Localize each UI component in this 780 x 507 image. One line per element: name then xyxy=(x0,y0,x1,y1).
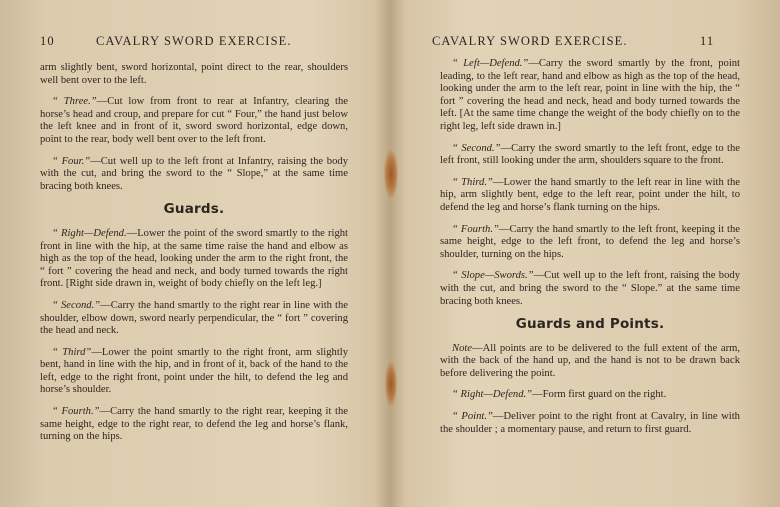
paragraph-caption: “ Second.” xyxy=(52,299,101,311)
section-heading: Guards. xyxy=(163,201,225,218)
page-number: 11 xyxy=(700,34,715,48)
paragraph-text: —Carry the sword smartly by the front, point leading, to the left rear, hand and elbow as high as the top of the head, looking under the arm to the left rear, point in line with the hip, the “ fort ” covering the head and neck, head and body turned towards the left. [At the same time change the weight of the body chiefly on to the right leg, left side drawn in.] xyxy=(440,58,740,132)
page-text xyxy=(440,58,740,445)
paragraph xyxy=(40,347,348,397)
paragraph-caption: “ Left—Defend.” xyxy=(452,58,529,69)
paragraph-caption: Note xyxy=(452,342,473,354)
section-heading: Guards and Points. xyxy=(515,316,665,333)
paragraph-text: arm slightly bent, sword horizontal, point direct to the rear, shoulders well bent over to the left. xyxy=(40,62,348,86)
running-head: CAVALRY SWORD EXERCISE. xyxy=(96,34,292,48)
right-page xyxy=(392,0,780,507)
paragraph-caption: “ Third.” xyxy=(452,176,493,188)
paragraph-text: —Cut well up to the left front, raising the body with the cut, and bring the sword to the “ Slope.” at the same time bracing both knees. xyxy=(440,270,740,307)
paragraph xyxy=(440,58,740,134)
paragraph-caption: “ Slope—Swords.” xyxy=(452,270,534,282)
paragraph-text: —Carry the hand smartly to the right rear, keeping it the same height, edge to the right rear, to defend the leg and horse’s flank, turning on the hips. xyxy=(40,406,348,443)
paragraph xyxy=(440,143,740,168)
paragraph-text: —Carry the hand smartly to the left front, keeping it the same height, edge to the left front, to defend the leg and horse’s shoulder, turning on the hips. xyxy=(440,223,740,260)
paragraph-caption: “ Right—Defend.” xyxy=(452,389,533,401)
paragraph-text: —Lower the point of the sword smartly to the right front in line with the hip, at the same time raise the hand and elbow as high as the top of the head, looking under the arm to the right front, the “ fort ” covering the head and neck, and body turned towards the right front. [Right side drawn in, weight of body chiefly on the left leg.] xyxy=(40,227,348,290)
paragraph-text: —Form first guard on the right. xyxy=(532,389,667,401)
paragraph xyxy=(440,224,740,262)
paragraph-caption: “ Second.” xyxy=(452,142,501,154)
left-page xyxy=(0,0,388,507)
paragraph xyxy=(440,389,740,402)
paragraph-text: —Deliver point to the right front at Cavalry, in line with the shoulder ; a momentary pause, and return to first guard. xyxy=(440,411,740,435)
running-head: CAVALRY SWORD EXERCISE. xyxy=(432,34,628,48)
paragraph-caption: “ Right—Defend. xyxy=(52,227,127,239)
page-text xyxy=(40,62,348,453)
paragraph xyxy=(440,343,740,381)
paragraph xyxy=(440,270,740,308)
paragraph xyxy=(40,300,348,338)
paragraph-caption: “ Three.” xyxy=(52,96,97,108)
paragraph xyxy=(440,177,740,215)
paragraph xyxy=(40,228,348,291)
paragraph-caption: “ Fourth.” xyxy=(52,406,100,418)
paragraph-text: —Carry the hand smartly to the right rear in line with the shoulder, elbow down, sword nearly perpendicular, the “ fort ” covering the head and neck. xyxy=(40,299,348,337)
paragraph xyxy=(40,406,348,444)
paragraph-caption: “ Fourth.” xyxy=(452,223,499,235)
paragraph-text: —Lower the hand smartly to the left rear in line with the hip, arm slightly bent, edge to the left rear, point under the hilt, to defend the leg and horse’s flank turning on the hips. xyxy=(440,176,740,213)
paragraph xyxy=(40,96,348,146)
paragraph xyxy=(40,156,348,194)
paragraph-text: —Lower the point smartly to the right front, arm slightly bent, hand in line with the hip, and in front of it, back of the hand to the left, edge to the right front, point under the hilt, to defend the leg and horse’s shoulder. xyxy=(40,346,349,396)
paragraph-text: —All points are to be delivered to the full extent of the arm, with the back of the hand up, and the hand is not to be drawn back before delivering the point. xyxy=(440,342,740,379)
paragraph xyxy=(40,62,348,87)
paragraph-text: —Cut low from front to rear at Infantry, clearing the horse’s head and croup, and prepare for cut “ Four,” the hand just below the left knee and in front of it, sword sword horizontal, edge down, point to the rear, body well bent over to the left front. xyxy=(40,96,349,145)
page-number: 10 xyxy=(40,34,55,48)
paragraph-caption: “ Point.” xyxy=(452,411,493,423)
paragraph xyxy=(440,411,740,436)
paragraph-caption: “ Third” xyxy=(52,346,92,358)
paragraph-text: —Cut well up to the left front at Infantry, raising the body with the cut, and bring the sword to the “ Slope,” at the same time bracing both knees. xyxy=(40,155,348,192)
paragraph-text: —Carry the sword smartly to the left front, edge to the left front, still looking under the arm, shoulders square to the front. xyxy=(440,142,740,167)
paragraph-caption: “ Four.” xyxy=(52,155,91,167)
